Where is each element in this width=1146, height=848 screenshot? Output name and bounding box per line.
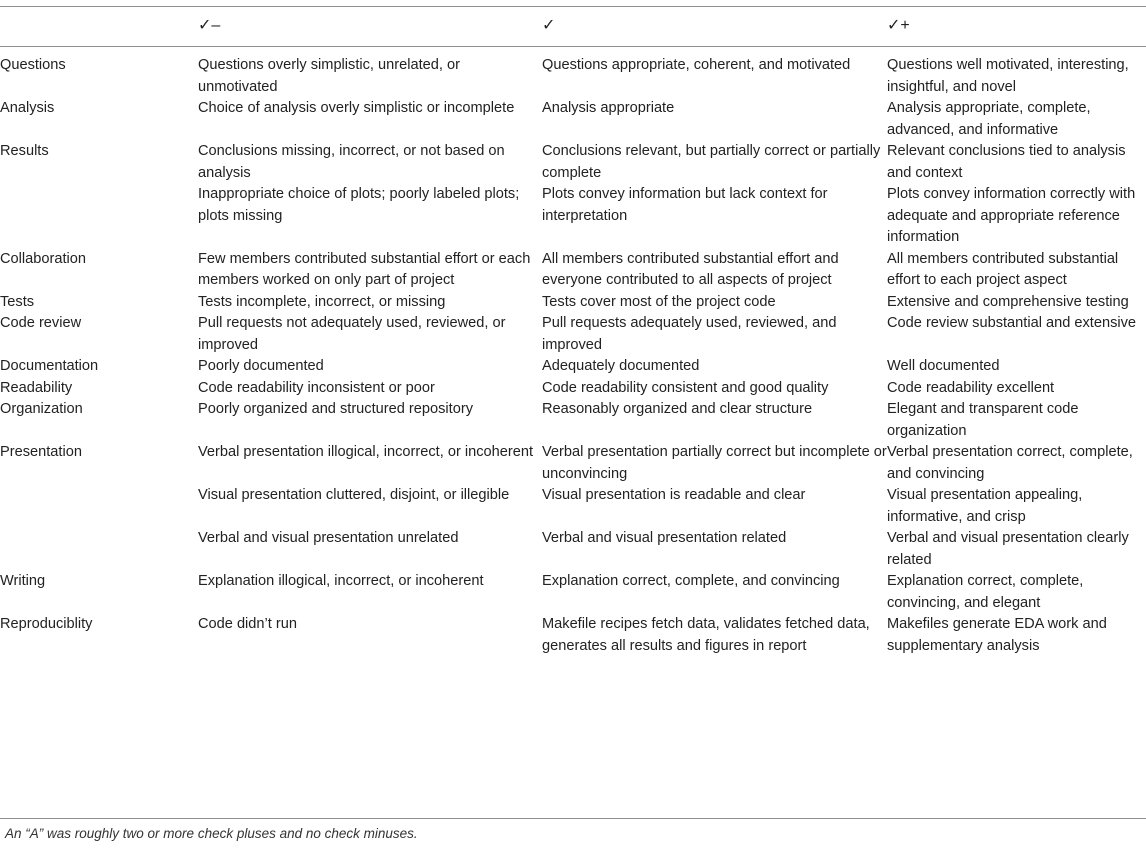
table-row [0, 528, 1146, 571]
check-cell: Code readability consistent and good quality [542, 379, 829, 396]
check-plus-cell: Well documented [887, 358, 1000, 374]
check-cell: Makefile recipes fetch data, validates fetched data, generates all results and figures in report [542, 616, 870, 654]
criterion-cell [0, 528, 198, 571]
header-check-minus: ✓– [198, 17, 221, 35]
criterion-cell: Questions [0, 57, 66, 73]
check-minus-cell: Verbal presentation illogical, incorrect, or incoherent [198, 444, 534, 460]
check-minus-cell: Tests incomplete, incorrect, or missing [198, 293, 446, 310]
criterion-cell: Organization [0, 401, 83, 417]
check-minus-cell: Conclusions missing, incorrect, or not based on analysis [198, 143, 505, 181]
check-minus-cell: Inappropriate choice of plots; poorly labeled plots; plots missing [198, 186, 520, 224]
check-cell: Verbal and visual presentation related [542, 530, 787, 546]
table-row [0, 184, 1146, 249]
check-cell: Plots convey information but lack context for interpretation [542, 186, 828, 224]
rubric-table [0, 6, 1146, 657]
criterion-cell: Writing [0, 573, 46, 589]
criterion-cell: Code review [0, 315, 82, 331]
criterion-cell: Tests [0, 293, 35, 310]
table-row [0, 98, 1146, 141]
table-header-row [0, 6, 1146, 46]
table-row [0, 571, 1146, 614]
table-row [0, 378, 1146, 400]
table-row [0, 141, 1146, 184]
check-minus-cell: Pull requests not adequately used, reviewed, or improved [198, 315, 506, 353]
check-plus-cell: Verbal and visual presentation clearly related [887, 530, 1129, 568]
criterion-cell: Documentation [0, 358, 99, 374]
check-cell: Reasonably organized and clear structure [542, 401, 813, 417]
check-minus-cell: Choice of analysis overly simplistic or incomplete [198, 100, 515, 116]
table-row [0, 292, 1146, 314]
criterion-cell: Analysis [0, 100, 55, 116]
check-cell: Pull requests adequately used, reviewed, and improved [542, 315, 837, 353]
check-cell: Visual presentation is readable and clear [542, 487, 806, 503]
criterion-cell: Readability [0, 379, 73, 396]
check-plus-cell: All members contributed substantial effort to each project aspect [887, 250, 1119, 288]
table-row [0, 249, 1146, 292]
header-criterion [0, 6, 198, 46]
check-minus-cell: Poorly documented [198, 358, 324, 374]
check-plus-cell: Analysis appropriate, complete, advanced, and informative [887, 100, 1091, 138]
check-cell: Conclusions relevant, but partially correct or partially complete [542, 143, 881, 181]
check-cell: Questions appropriate, coherent, and motivated [542, 57, 851, 73]
check-cell: All members contributed substantial effort and everyone contributed to all aspects of project [542, 250, 839, 288]
criterion-cell: Presentation [0, 444, 82, 460]
table-row [0, 614, 1146, 657]
table-row [0, 399, 1146, 442]
check-plus-cell: Relevant conclusions tied to analysis and context [887, 143, 1126, 181]
table-row [0, 313, 1146, 356]
criterion-cell: Results [0, 143, 49, 159]
criterion-cell [0, 485, 198, 528]
table-row [0, 46, 1146, 98]
criterion-cell [0, 184, 198, 249]
check-plus-cell: Makefiles generate EDA work and supplementary analysis [887, 616, 1107, 654]
check-cell: Adequately documented [542, 358, 700, 374]
check-plus-cell: Code review substantial and extensive [887, 315, 1137, 331]
check-minus-cell: Verbal and visual presentation unrelated [198, 530, 459, 546]
table-row [0, 442, 1146, 485]
check-minus-cell: Poorly organized and structured repository [198, 401, 473, 417]
check-cell: Verbal presentation partially correct but incomplete or unconvincing [542, 444, 887, 482]
table-row [0, 485, 1146, 528]
check-cell: Explanation correct, complete, and convincing [542, 573, 840, 589]
table-footnote: An “A” was roughly two or more check pluses and no check minuses. [5, 826, 418, 841]
check-plus-cell: Explanation correct, complete, convincing, and elegant [887, 573, 1084, 611]
check-plus-cell: Verbal presentation correct, complete, and convincing [887, 444, 1133, 482]
check-minus-cell: Few members contributed substantial effort or each members worked on only part of project [198, 250, 531, 288]
check-minus-cell: Code didn’t run [198, 616, 297, 632]
check-cell: Tests cover most of the project code [542, 293, 776, 310]
check-plus-cell: Questions well motivated, interesting, insightful, and novel [887, 57, 1129, 95]
check-plus-cell: Elegant and transparent code organization [887, 401, 1079, 439]
check-minus-cell: Visual presentation cluttered, disjoint, or illegible [198, 487, 510, 503]
check-minus-cell: Explanation illogical, incorrect, or incoherent [198, 573, 484, 589]
criterion-cell: Reproduciblity [0, 616, 93, 632]
check-minus-cell: Questions overly simplistic, unrelated, or unmotivated [198, 57, 460, 95]
check-plus-cell: Visual presentation appealing, informative, and crisp [887, 487, 1083, 525]
table-row [0, 356, 1146, 378]
header-check: ✓ [542, 17, 556, 35]
criterion-cell: Collaboration [0, 250, 86, 267]
check-plus-cell: Code readability excellent [887, 379, 1055, 396]
check-plus-cell: Plots convey information correctly with adequate and appropriate reference information [887, 186, 1136, 245]
check-plus-cell: Extensive and comprehensive testing [887, 293, 1129, 310]
table-bottom-rule [0, 818, 1146, 819]
check-cell: Analysis appropriate [542, 100, 675, 116]
check-minus-cell: Code readability inconsistent or poor [198, 379, 435, 396]
header-check-plus: ✓+ [887, 17, 910, 35]
